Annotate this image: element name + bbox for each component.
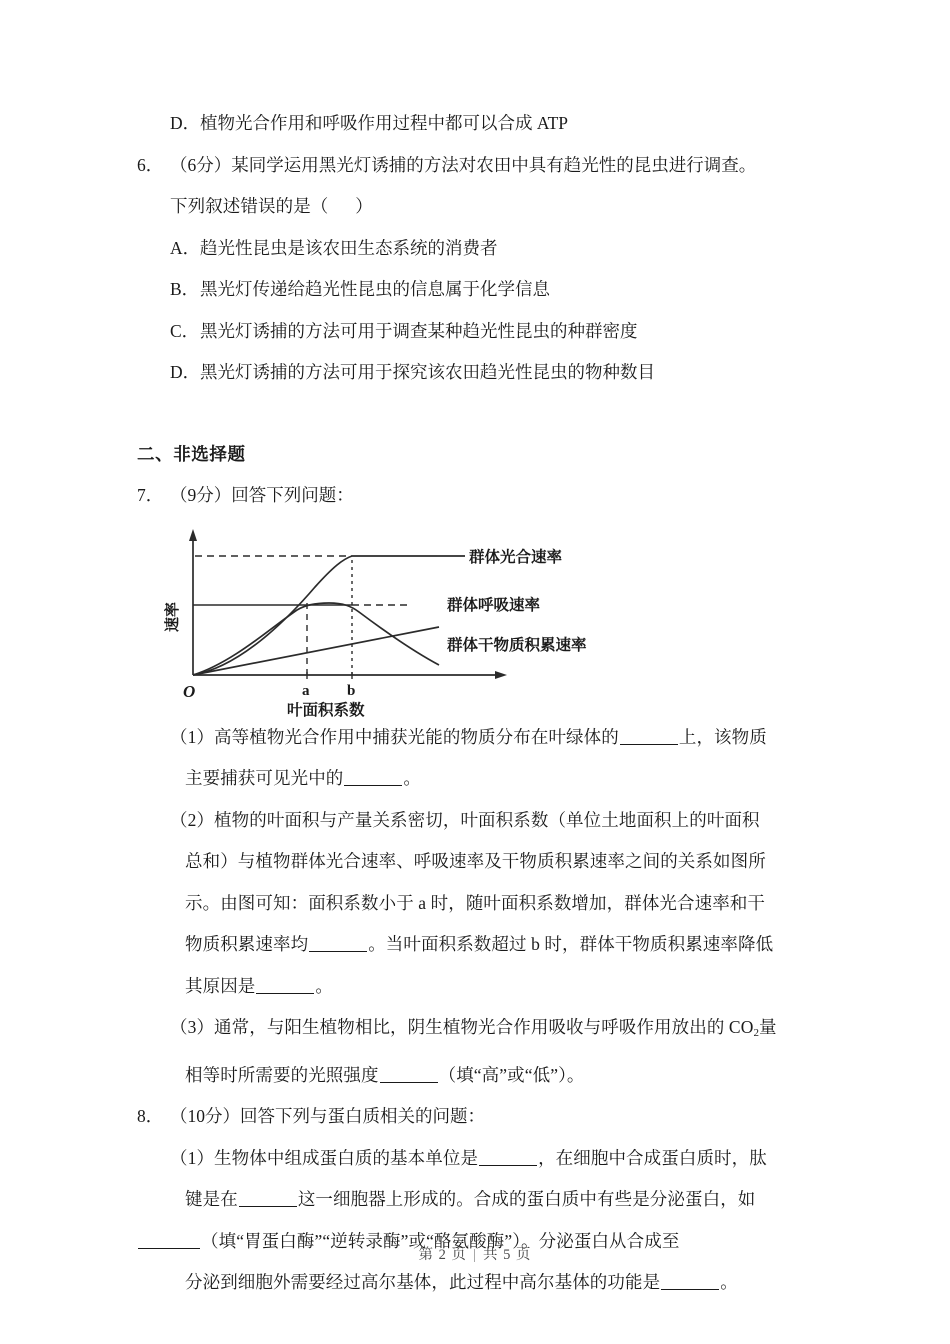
answer-blank[interactable]: [309, 935, 367, 952]
question-number: 7．: [137, 485, 164, 505]
q7-sub3-line-1: [137, 1007, 827, 1055]
option-letter: A．: [170, 237, 201, 258]
option-letter: C．: [170, 320, 200, 341]
footer-current-page: 第 2 页: [418, 1247, 468, 1263]
legend-label-dry-matter: 群体干物质积累速率: [447, 636, 587, 654]
x-axis-arrow: [495, 671, 507, 679]
q8-sub1-line-1: [137, 1138, 827, 1180]
q7-sub2-line-1: （2）植物的叶面积与产量关系密切，叶面积系数（单位土地面积上的叶面积: [170, 809, 760, 830]
q7-sub1-text-d: 。: [403, 768, 422, 788]
question-number: 8．: [137, 1106, 164, 1126]
x-axis-label: 叶面积系数: [287, 701, 365, 717]
footer-total-pages: 共 5 页: [482, 1247, 532, 1263]
y-axis-arrow: [189, 529, 197, 541]
y-axis-label: 速率: [164, 601, 181, 632]
section-gap: [137, 394, 827, 434]
option-text: 趋光性昆虫是该农田生态系统的消费者: [200, 237, 498, 258]
co2-subscript: 2: [753, 1027, 760, 1039]
q7-sub3-text-d: （填“高”或“低”）。: [438, 1064, 585, 1085]
option-text: 植物光合作用和呼吸作用过程中都可以合成 ATP: [200, 113, 568, 133]
q8-sub1-text-g: 。: [720, 1272, 738, 1292]
q7-sub1-text-c: 主要捕获可见光中的: [185, 768, 344, 788]
answer-blank[interactable]: [344, 769, 402, 786]
q8-sub1-text-e: （填“胃蛋白酶”“逆转录酶”或“酪氨酸酶”）。分泌蛋白从合成至: [201, 1230, 680, 1251]
curve-respiration: [193, 627, 439, 675]
curve-dry-matter: [193, 603, 439, 675]
q7-sub3-text-b: 量: [759, 1017, 777, 1037]
option-letter: B．: [170, 279, 200, 299]
question-stem-line-1: （6分）某同学运用黑光灯诱捕的方法对农田中具有趋光性的昆虫进行调查。: [170, 154, 757, 175]
question-7-stem: [137, 475, 827, 517]
x-tick-label-b: b: [347, 682, 356, 699]
option-letter: D．: [170, 362, 201, 382]
q7-sub3-text-a: （3）通常，与阳生植物相比，阴生植物光合作用吸收与呼吸作用放出的 CO: [170, 1017, 754, 1037]
q7-sub2-line-5: [137, 966, 827, 1008]
q8-sub1-text-f: 分泌到细胞外需要经过高尔基体，此过程中高尔基体的功能是: [185, 1272, 661, 1292]
figure-container: [147, 517, 827, 717]
option-text: 黑光灯诱捕的方法可用于探究该农田趋光性昆虫的物种数目: [200, 362, 655, 382]
option-letter: D．: [170, 113, 201, 133]
q7-sub2-text-d: 。: [315, 975, 334, 996]
question-number: 6．: [137, 154, 164, 175]
answer-blank[interactable]: [239, 1190, 297, 1207]
q7-sub2-line-3: 示。由图可知：面积系数小于 a 时，随叶面积系数增加，群体光合速率和干: [185, 892, 766, 913]
q7-sub2-text-a: 物质积累速率均: [185, 934, 309, 954]
q8-sub1-text-b: ，在细胞中合成蛋白质时，肽: [538, 1147, 767, 1168]
page-content: [137, 103, 827, 1304]
q7-sub1-text-b: 上，该物质: [678, 726, 767, 747]
q7-sub3-text-c: 相等时所需要的光照强度: [185, 1064, 379, 1085]
question-stem: （9分）回答下列问题：: [170, 485, 354, 505]
legend-label-photosynthesis: 群体光合速率: [469, 548, 563, 566]
answer-blank[interactable]: [380, 1066, 438, 1083]
answer-blank[interactable]: [661, 1273, 719, 1290]
option-text: 黑光灯传递给趋光性昆虫的信息属于化学信息: [200, 279, 550, 299]
q7-sub1-line-2: [137, 758, 827, 800]
q7-sub2-text-c: 其原因是: [185, 975, 256, 996]
leaf-area-index-rate-chart: [147, 517, 597, 717]
section-heading-2: 二、非选择题: [137, 443, 246, 464]
legend-label-respiration: 群体呼吸速率: [447, 596, 541, 614]
q7-sub1-line-1: [137, 717, 827, 759]
q6-option-d: [137, 352, 827, 394]
question-8-stem: [137, 1096, 827, 1138]
x-tick-label-a: a: [302, 682, 310, 699]
answer-blank[interactable]: [256, 977, 314, 994]
q7-sub3-line-2: [137, 1055, 827, 1097]
q8-sub1-text-a: （1）生物体中组成蛋白质的基本单位是: [170, 1147, 479, 1168]
question-stem: （10分）回答下列与蛋白质相关的问题：: [170, 1106, 485, 1126]
q8-sub1-text-d: 这一细胞器上形成的。合成的蛋白质中有些是分泌蛋白，如: [297, 1189, 756, 1209]
q6-option-b: [137, 269, 827, 311]
option-text: 黑光灯诱捕的方法可用于调查某种趋光性昆虫的种群密度: [200, 320, 638, 341]
origin-label: O: [183, 681, 196, 701]
q8-sub1-line-4: [137, 1262, 827, 1304]
question-6-stem-line-2: 下列叙述错误的是（ ）: [170, 196, 373, 216]
answer-blank[interactable]: [620, 728, 678, 745]
q7-sub2-line-2: 总和）与植物群体光合速率、呼吸速率及干物质积累速率之间的关系如图所: [185, 851, 766, 871]
question-6-stem: [137, 145, 827, 187]
q5-option-d: [137, 103, 827, 145]
answer-blank[interactable]: [479, 1149, 537, 1166]
q8-sub1-line-2: [137, 1179, 827, 1221]
footer-separator: |: [473, 1247, 477, 1263]
q7-sub2-text-b: 。当叶面积系数超过 b 时，群体干物质积累速率降低: [368, 934, 774, 954]
q7-sub2-line-4: [137, 924, 827, 966]
q8-sub1-text-c: 键是在: [185, 1189, 238, 1209]
q7-sub1-text-a: （1）高等植物光合作用中捕获光能的物质分布在叶绿体的: [170, 726, 619, 747]
page-footer: [0, 1243, 950, 1264]
q6-option-c: [137, 311, 827, 353]
q6-option-a: [137, 228, 827, 270]
